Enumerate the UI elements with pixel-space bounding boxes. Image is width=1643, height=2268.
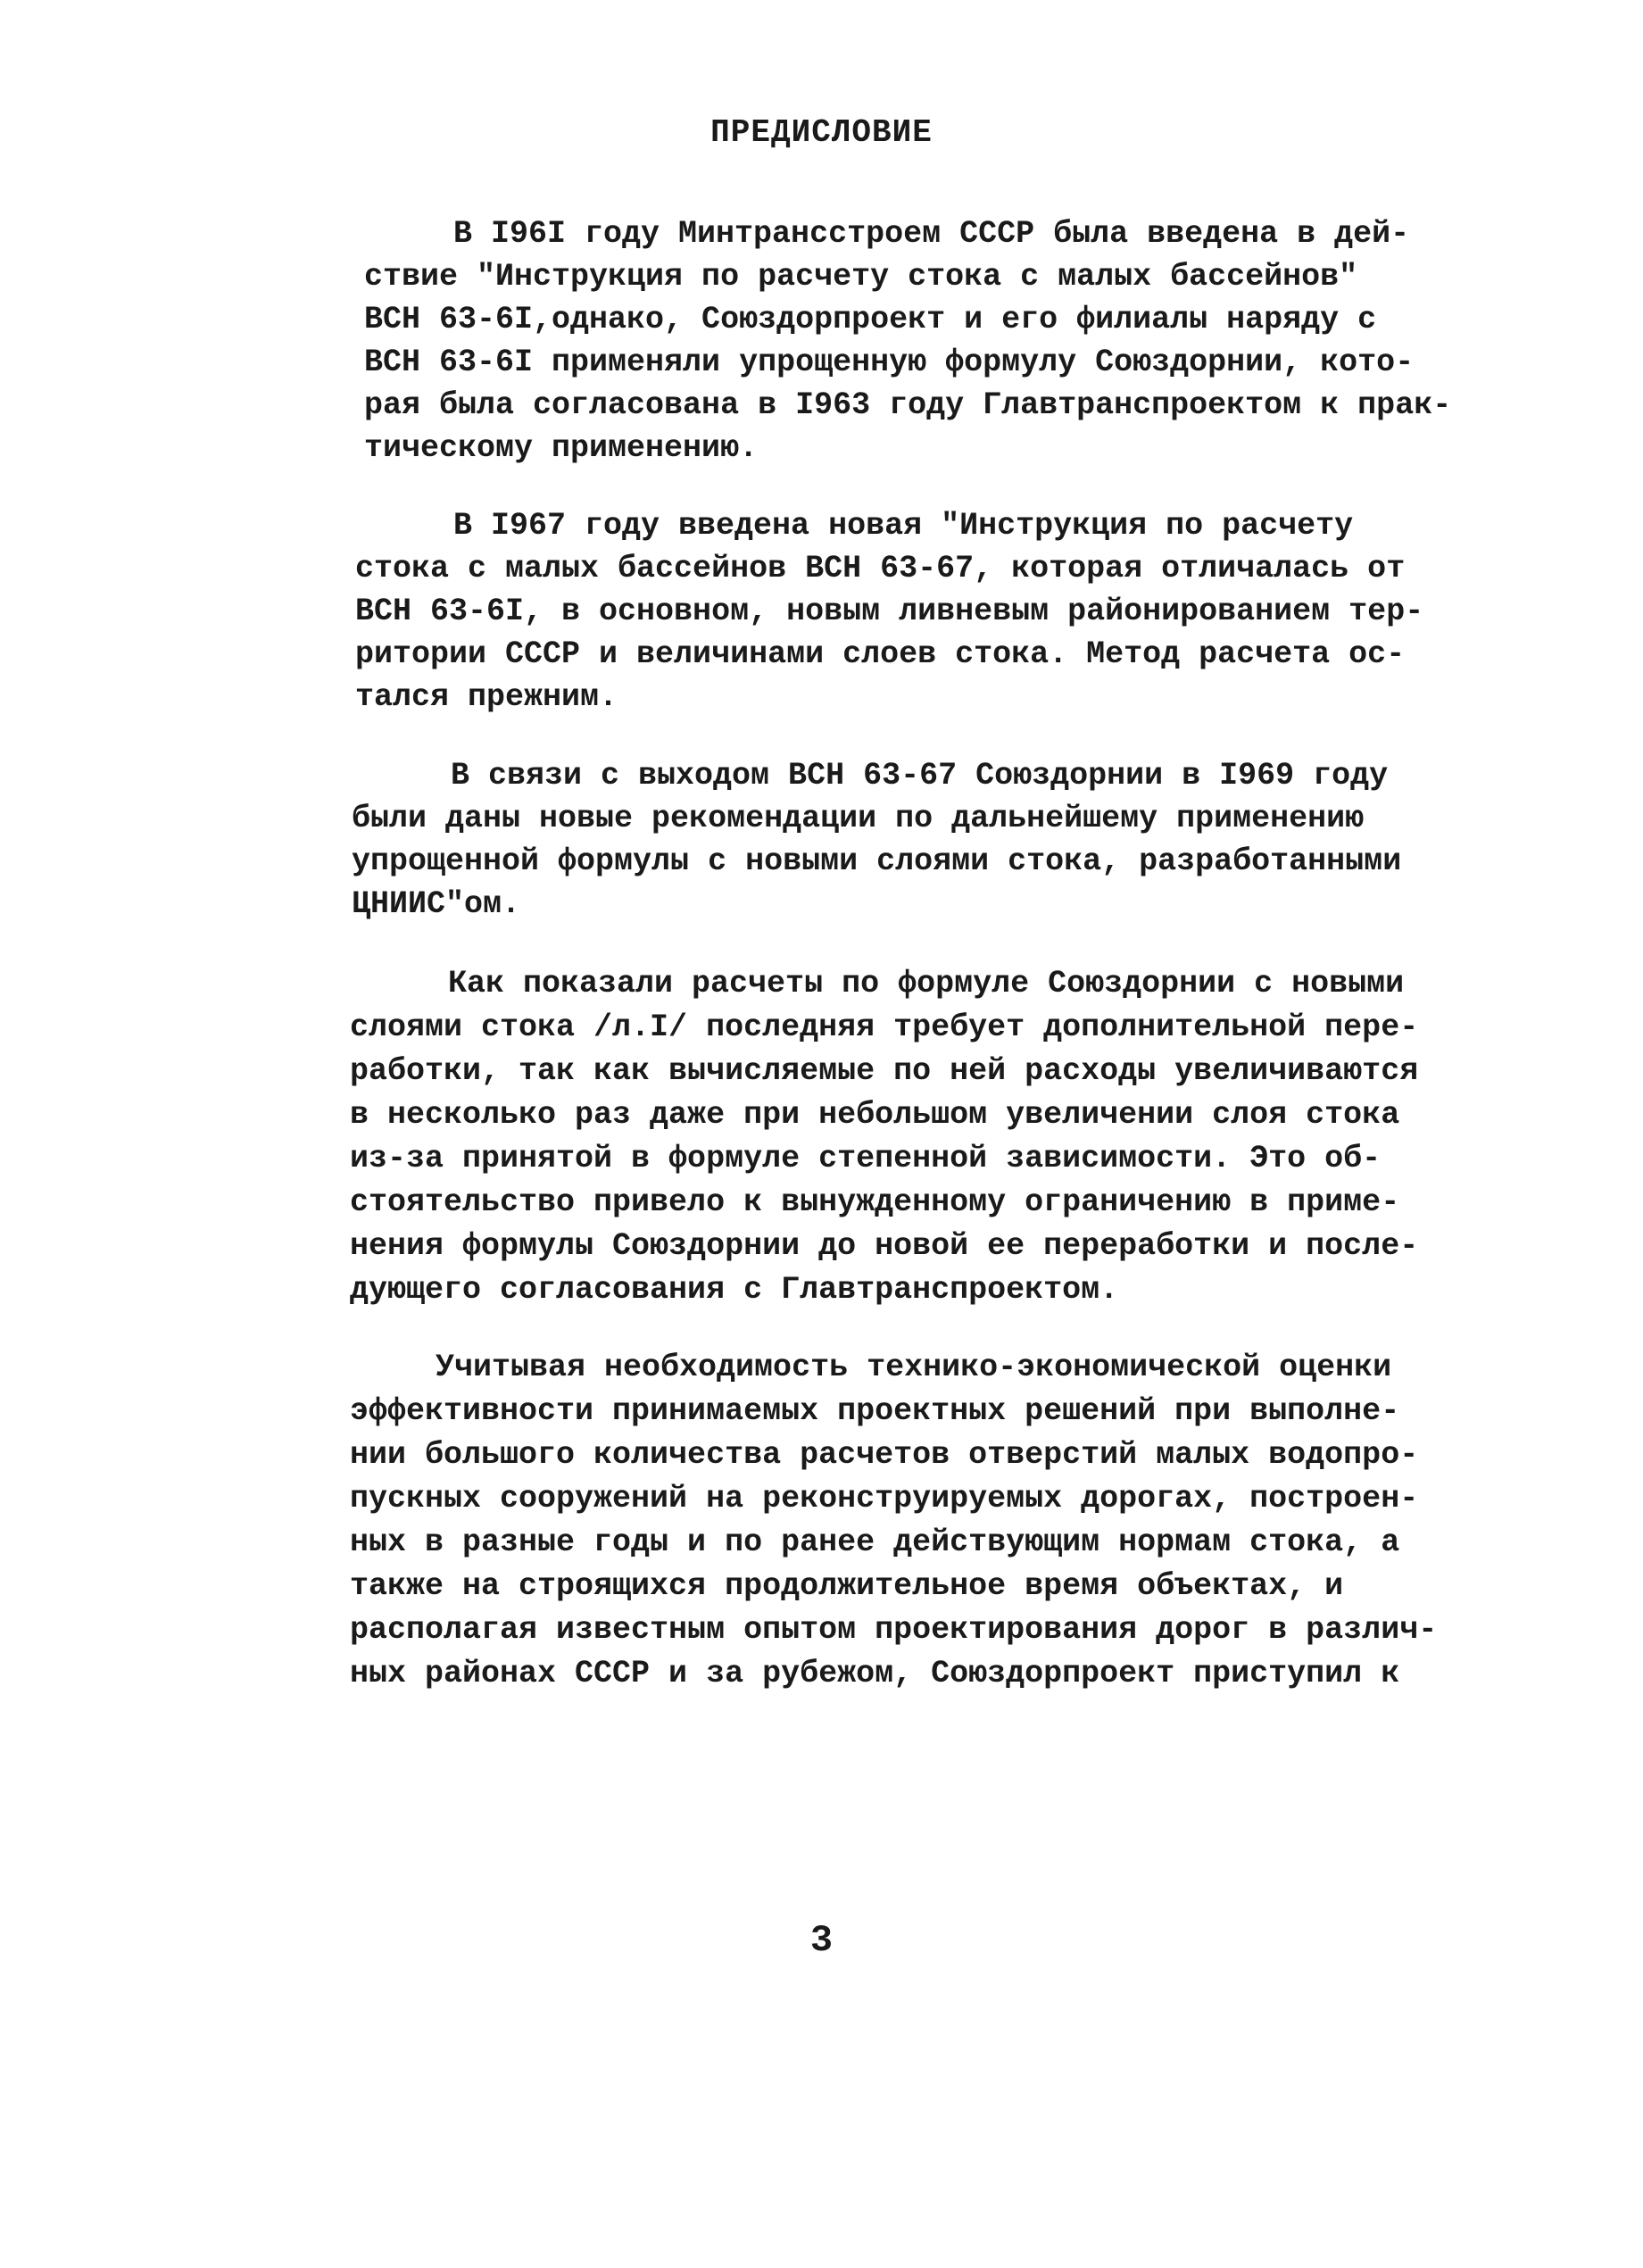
paragraph-line: ЦНИИС"ом. [352,886,521,922]
paragraph-line: ствие "Инструкция по расчету стока с малых бассейнов" [364,259,1358,295]
paragraph-line: рая была согласована в I963 году Главтранспроектом к прак- [364,387,1452,423]
paragraph-line: в несколько раз даже при небольшом увеличении слоя стока [350,1097,1400,1133]
paragraph-line: Как показали расчеты по формуле Союздорнии с новыми [448,966,1405,1001]
paragraph-line: нения формулы Союздорнии до новой ее переработки и после- [350,1228,1419,1264]
page-title: ПРЕДИСЛОВИЕ [710,114,933,151]
paragraph-line: ВСН 63-6I применяли упрощенную формулу Союздорнии, кото- [364,345,1415,380]
paragraph-line: В связи с выходом ВСН 63-67 Союздорнии в I969 году [451,758,1389,793]
paragraph-line: располагая известным опытом проектирования дорог в различ- [350,1612,1438,1648]
paragraph-line: эффективности принимаемых проектных решений при выполне- [350,1393,1400,1429]
paragraph-line: ных районах СССР и за рубежом, Союздорпроект приступил к [350,1656,1400,1691]
paragraph-line: также на строящихся продолжительное время объектах, и [350,1568,1344,1604]
paragraph-line: Учитывая необходимость технико-экономической оценки [436,1350,1392,1385]
paragraph-line: нии большого количества расчетов отверстий малых водопро- [350,1437,1419,1473]
page-number: 3 [809,1919,834,1962]
paragraph-line: В I967 году введена новая "Инструкция по расчету [453,508,1354,544]
paragraph-line: тическому применению. [364,430,759,466]
paragraph-line: стока с малых бассейнов ВСН 63-67, которая отличалась от [355,551,1406,586]
paragraph-line: упрощенной формулы с новыми слоями стока, разработанными [352,843,1402,879]
paragraph-line: пускных сооружений на реконструируемых дорогах, построен- [350,1481,1419,1516]
paragraph-line: ритории СССР и величинами слоев стока. Метод расчета ос- [355,636,1406,672]
paragraph-line: В I96I году Минтрансстроем СССР была введена в дей- [453,216,1410,252]
paragraph-line: тался прежним. [355,679,618,715]
paragraph-line: ВСН 63-6I,однако, Союздорпроект и его филиалы наряду с [364,302,1377,337]
paragraph-line: дующего согласования с Главтранспроектом. [350,1272,1119,1308]
paragraph-line: из-за принятой в формуле степенной зависимости. Это об- [350,1141,1382,1176]
paragraph-line: работки, так как вычисляемые по ней расходы увеличиваются [350,1053,1419,1089]
paragraph-line: были даны новые рекомендации по дальнейшему применению [352,801,1365,836]
paragraph-line: ных в разные годы и по ранее действующим нормам стока, а [350,1524,1400,1560]
paragraph-line: стоятельство привело к вынужденному ограничению в приме- [350,1184,1400,1220]
paragraph-line: слоями стока /л.I/ последняя требует дополнительной пере- [350,1009,1419,1045]
paragraph-line: ВСН 63-6I, в основном, новым ливневым районированием тер- [355,594,1424,629]
